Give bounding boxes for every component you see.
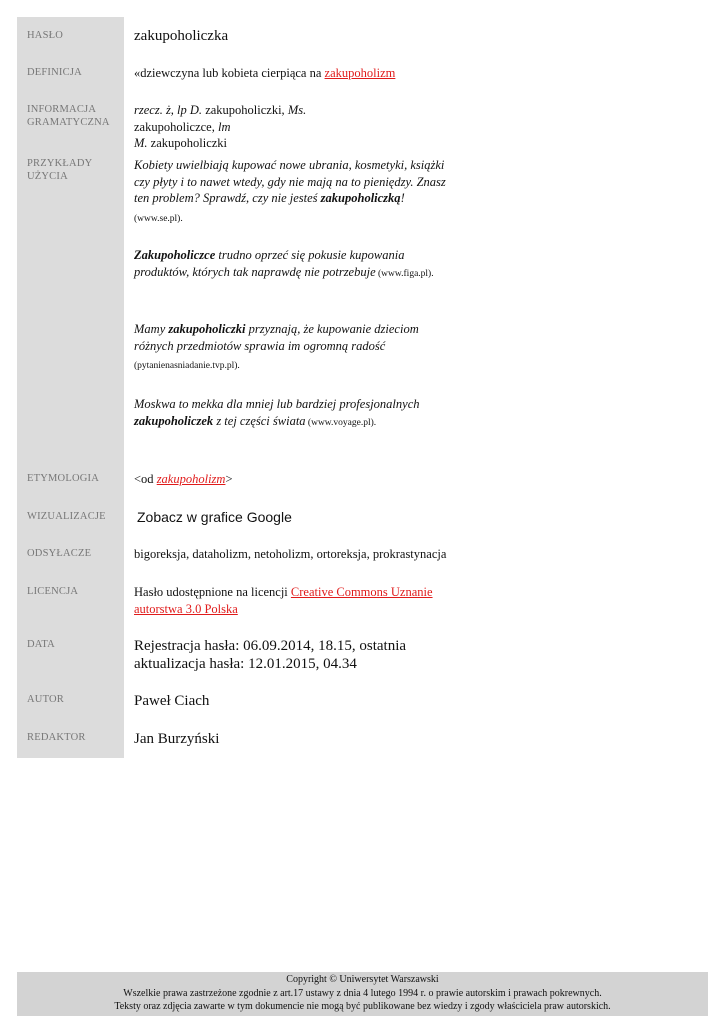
license-link[interactable]: Creative Commons Uznanie autorstwa 3.0 Polska (134, 585, 433, 616)
dates-registration: Rejestracja hasła: 06.09.2014, 18.15, ostatnia (134, 638, 407, 654)
example-text: z tej części świata (213, 413, 306, 428)
etymology-close: > (225, 472, 233, 486)
example-headword: Zakupoholiczce (134, 248, 216, 262)
example-text: przyznają, że kupowanie dzieciom różnych przedmiotów sprawia im ogromną radość (134, 322, 419, 353)
example-text: ! (400, 191, 405, 205)
label-gramatyka-line1: INFORMACJA (27, 104, 97, 115)
license-prefix: Hasło udostępnione na licencji (134, 585, 291, 599)
license-text (134, 584, 434, 617)
grammar-part6: M. (134, 136, 148, 150)
etymology (134, 471, 464, 488)
dates-update: aktualizacja hasła: 12.01.2015, 04.34 (134, 656, 357, 672)
footer-notice: Teksty oraz zdjęcia zawarte w tym dokumencie nie mogą być publikowane bez wiedzy i zgody właściciela praw autorskich. (114, 1001, 611, 1012)
label-przyklady (27, 157, 92, 183)
label-gramatyka (27, 103, 110, 129)
entry-headword: zakupoholiczka (134, 28, 229, 44)
etymology-open: <od (134, 472, 157, 486)
grammar-part5: lm (217, 119, 231, 134)
grammar-part7: zakupoholiczki (147, 136, 228, 150)
usage-example (134, 396, 456, 431)
label-etymologia: ETYMOLOGIA (27, 473, 99, 484)
example-headword: zakupoholiczek (134, 413, 214, 428)
cross-references: bigoreksja, dataholizm, netoholizm, ortoreksja, prokrastynacja (134, 547, 447, 561)
label-licencja: LICENCJA (27, 586, 79, 597)
example-headword: zakupoholiczką (320, 191, 401, 205)
label-redaktor: REDAKTOR (27, 732, 86, 743)
label-definicja: DEFINICJA (27, 67, 82, 78)
grammar-part1: rzecz. ż, lp D. (134, 103, 203, 117)
etymology-link[interactable]: zakupoholizm (156, 472, 226, 486)
example-text: Kobiety uwielbiają kupować nowe ubrania, kosmetyki, książki czy płyty i to nawet wtedy, gdy nie mają na to pieniędzy. Znasz ten problem? Sprawdź, czy nie jesteś (134, 158, 446, 205)
example-source: (www.figa.pl). (375, 268, 434, 279)
definition-text (134, 65, 464, 82)
copyright-footer (17, 972, 708, 1016)
dates (134, 637, 434, 673)
example-text: Moskwa to mekka dla mniej lub bardziej profesjonalnych (134, 397, 420, 411)
label-haslo: HASŁO (27, 30, 64, 41)
label-wizualizacje: WIZUALIZACJE (27, 511, 106, 522)
usage-example (134, 321, 456, 375)
author-name: Paweł Ciach (134, 693, 210, 709)
example-source: (www.voyage.pl). (305, 417, 377, 428)
example-source: (pytanienasniadanie.tvp.pl). (134, 361, 240, 371)
label-przyklady-line1: PRZYKŁADY (27, 158, 93, 169)
label-autor: AUTOR (27, 694, 64, 705)
label-odsylacze: ODSYŁACZE (27, 548, 92, 559)
example-headword: zakupoholiczki (168, 322, 246, 336)
label-przyklady-line2: UŻYCIA (27, 171, 68, 182)
grammar-info (134, 102, 354, 152)
definition-link[interactable]: zakupoholizm (324, 66, 396, 80)
example-text: trudno oprzeć się pokusie kupowania produktów, których tak naprawdę nie potrzebuje (134, 248, 405, 279)
grammar-part2: zakupoholiczki, (202, 103, 288, 117)
footer-copyright: Copyright © Uniwersytet Warszawski (286, 974, 439, 985)
google-images-link[interactable]: Zobacz w grafice Google (137, 509, 292, 525)
label-data: DATA (27, 639, 55, 650)
example-source: (www.se.pl). (134, 213, 183, 224)
definition-prefix: «dziewczyna lub kobieta cierpiąca na (134, 66, 325, 80)
editor-name: Jan Burzyński (134, 731, 220, 747)
example-text: Mamy (134, 322, 169, 336)
grammar-part4: zakupoholiczce, (134, 119, 218, 134)
usage-example (134, 247, 454, 282)
footer-rights: Wszelkie prawa zastrzeżone zgodnie z art.17 ustawy z dnia 4 lutego 1994 r. o prawie autorskim i prawach pokrewnych. (123, 987, 602, 999)
usage-example (134, 157, 452, 227)
grammar-part3: Ms. (287, 103, 307, 117)
label-gramatyka-line2: GRAMATYCZNA (27, 117, 110, 128)
